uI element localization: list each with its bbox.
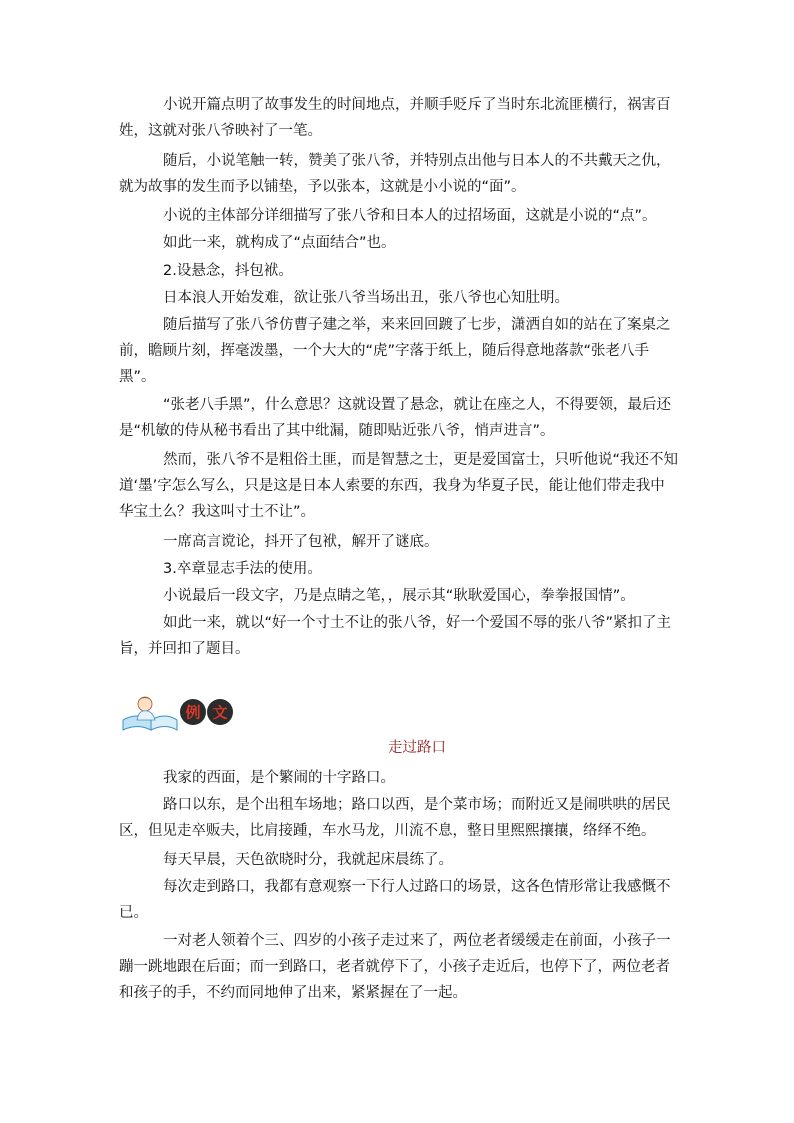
section-heading-3: 3.卒章显志手法的使用。 bbox=[163, 561, 322, 577]
body-paragraph-9: 一席高言谠论，抖开了包袱，解开了谜底。 bbox=[163, 534, 439, 550]
body-paragraph-1: 小说开篇点明了故事发生的时间地点，并顺手贬斥了当时东北流匪横行，祸害百姓，这就对张八爷映衬了一笔。 bbox=[119, 97, 671, 139]
body-paragraph-5: 日本浪人开始发难，欲让张八爷当场出丑，张八爷也心知肚明。 bbox=[163, 290, 569, 306]
body-paragraph-11: 如此一来，就以“好一个寸土不让的张八爷，好一个爱国不辱的张八爷”紧扣了主旨，并回扣了题目。 bbox=[119, 615, 672, 657]
example-paragraph-5: 一对老人领着个三、四岁的小孩子走过来了，两位老者缓缓走在前面，小孩子一蹦一跳地跟在后面；而一到路口，老者就停下了，小孩子走近后，也停下了，两位老者和孩子的手，不约而同地伸了出来，紧紧握在了一起。 bbox=[119, 933, 671, 1001]
example-paragraph-4: 每次走到路口，我都有意观察一下行人过路口的场景，这各色情形常让我感慨不已。 bbox=[119, 879, 671, 921]
example-paragraph-1: 我家的西面，是个繁闹的十字路口。 bbox=[163, 770, 395, 786]
body-paragraph-7: “张老八手黑”，什么意思？这就设置了悬念，就让在座之人，不得要领，最后还是“机敏的侍从秘书看出了其中纰漏，随即贴近张八爷，悄声进言”。 bbox=[119, 397, 672, 439]
example-title: 走过路口 bbox=[388, 740, 446, 756]
body-paragraph-6: 随后描写了张八爷仿曹子建之举，来来回回踱了七步，潇洒自如的站在了案桌之前，瞻顾片刻，挥毫泼墨，一个大大的“虎”字落于纸上，随后得意地落款“张老八手黑”。 bbox=[119, 317, 671, 385]
badge-char-2: 文 bbox=[212, 703, 228, 722]
body-paragraph-4: 如此一来，就构成了“点面结合”也。 bbox=[163, 235, 396, 251]
body-paragraph-3: 小说的主体部分详细描写了张八爷和日本人的过招场面，这就是小说的“点”。 bbox=[163, 208, 657, 224]
example-section-badge bbox=[119, 690, 239, 734]
body-paragraph-10: 小说最后一段文字，乃是点睛之笔，，展示其“耿耿爱国心，拳拳报国情”。 bbox=[163, 588, 635, 604]
body-paragraph-2: 随后，小说笔触一转，赞美了张八爷，并特别点出他与日本人的不共戴天之仇，就为故事的发生而予以铺垫，予以张本，这就是小小说的“面”。 bbox=[119, 153, 671, 195]
example-paragraph-3: 每天早晨，天色欲晓时分，我就起床晨练了。 bbox=[163, 852, 453, 868]
badge-char-1: 例 bbox=[185, 703, 201, 722]
body-paragraph-8: 然而，张八爷不是粗俗土匪，而是智慧之士，更是爱国富士，只听他说“我还不知道‘墨’字怎么写么，只是这是日本人索要的东西，我身为华夏子民，能让他们带走我中华宝土么？我这叫寸土不让”。 bbox=[119, 452, 679, 520]
example-paragraph-2: 路口以东，是个出租车场地；路口以西，是个菜市场；而附近又是闹哄哄的居民区，但见走卒贩夫，比肩接踵，车水马龙，川流不息，整日里熙熙攘攘，络绎不绝。 bbox=[119, 797, 671, 839]
reading-child-icon bbox=[119, 690, 239, 734]
section-heading-2: 2.设悬念，抖包袱。 bbox=[163, 263, 293, 279]
